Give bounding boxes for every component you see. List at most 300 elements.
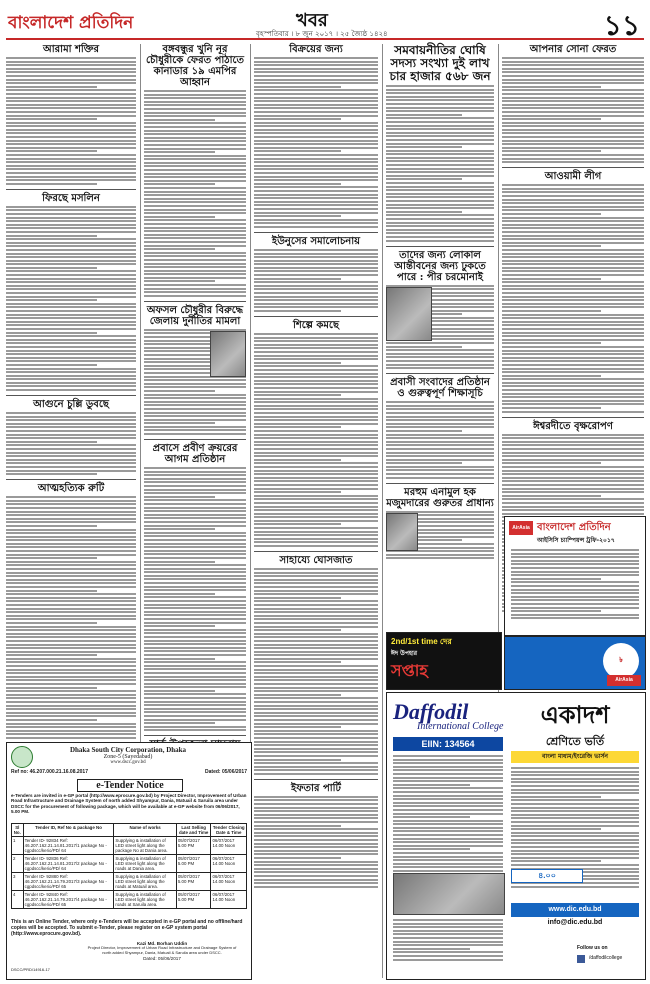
article xyxy=(386,44,494,242)
text-line xyxy=(511,567,639,569)
text-line xyxy=(6,371,136,373)
text-line xyxy=(144,719,246,721)
text-line xyxy=(511,599,639,601)
text-line xyxy=(393,777,503,779)
text-line xyxy=(254,538,378,540)
text-line xyxy=(393,859,503,861)
article xyxy=(254,44,378,228)
text-line xyxy=(511,771,639,773)
text-line xyxy=(6,270,136,272)
text-line xyxy=(144,270,246,272)
column-3 xyxy=(254,42,378,980)
text-line xyxy=(6,263,136,265)
text-line xyxy=(502,256,644,258)
text-line xyxy=(254,611,378,613)
text-line xyxy=(254,143,378,145)
text-line xyxy=(254,394,341,396)
text-line xyxy=(254,161,378,163)
text-line xyxy=(6,213,136,215)
text-line xyxy=(144,729,246,731)
article xyxy=(502,44,644,163)
text-line xyxy=(511,803,639,805)
text-line xyxy=(254,168,378,170)
text-line xyxy=(393,787,503,789)
text-line xyxy=(502,206,644,208)
text-line xyxy=(144,658,215,660)
text-line xyxy=(6,57,136,59)
text-line xyxy=(254,441,378,443)
text-line xyxy=(144,408,246,410)
divider xyxy=(386,483,494,484)
text-line xyxy=(502,136,644,138)
text-line xyxy=(6,64,136,66)
text-line xyxy=(254,401,378,403)
table-cell: Tender ID- 92834 Ref: 46.207.162.21.14.81.2017/1 package No -cgpdscc/kerio/PD/ 64 xyxy=(23,837,114,855)
masthead xyxy=(6,4,644,40)
text-line xyxy=(254,821,378,823)
text-line xyxy=(6,104,136,106)
text-line xyxy=(144,636,246,638)
text-line xyxy=(393,845,503,847)
text-line xyxy=(144,485,246,487)
text-line xyxy=(6,310,136,312)
text-line xyxy=(386,114,462,116)
text-line xyxy=(393,951,503,953)
text-line xyxy=(144,198,246,200)
text-line xyxy=(386,92,494,94)
text-line xyxy=(144,650,246,652)
text-line xyxy=(254,358,378,360)
tender-site: www.dscc.gov.bd xyxy=(110,760,146,765)
text-line xyxy=(254,488,378,490)
article-body xyxy=(254,249,378,312)
text-line xyxy=(254,597,341,599)
article-body xyxy=(254,568,378,775)
text-line xyxy=(6,723,136,725)
text-line xyxy=(6,129,136,131)
text-line xyxy=(6,618,136,620)
text-line xyxy=(386,153,494,155)
text-line xyxy=(144,575,246,577)
text-line xyxy=(254,118,341,120)
text-line xyxy=(144,255,246,257)
text-line xyxy=(386,455,494,457)
text-line xyxy=(6,658,136,660)
text-line xyxy=(254,57,378,59)
article-body xyxy=(6,496,136,739)
text-line xyxy=(144,288,246,290)
text-line xyxy=(254,274,378,276)
text-line xyxy=(6,335,136,337)
text-line xyxy=(6,539,136,541)
text-line xyxy=(386,346,462,348)
text-line xyxy=(6,575,136,577)
text-line xyxy=(502,368,644,370)
text-line xyxy=(254,208,378,210)
text-line xyxy=(6,158,136,160)
text-line xyxy=(144,390,215,392)
text-line xyxy=(254,452,378,454)
tender-code: DSCC/PRD/14916-17 xyxy=(11,967,50,972)
text-line xyxy=(254,270,378,272)
text-line xyxy=(254,104,378,106)
text-line xyxy=(144,115,246,117)
text-line xyxy=(144,676,246,678)
text-line xyxy=(502,403,644,405)
text-line xyxy=(511,778,639,780)
text-line xyxy=(386,135,494,137)
text-line xyxy=(502,158,644,160)
text-line xyxy=(502,484,644,486)
article-body xyxy=(502,57,644,163)
text-line xyxy=(144,130,246,132)
text-line xyxy=(386,236,494,238)
article-headline: প্রবাসী সংবাদের প্রতিষ্ঠান ও গুরুত্বপূর্ণ শিক্ষাসূচি xyxy=(390,377,490,400)
text-line xyxy=(144,467,246,469)
text-line xyxy=(254,590,378,592)
text-line xyxy=(144,386,246,388)
text-line xyxy=(502,332,644,334)
text-line xyxy=(6,593,136,595)
text-line xyxy=(6,511,136,513)
text-line xyxy=(6,111,136,113)
text-line xyxy=(386,175,494,177)
text-line xyxy=(502,253,644,255)
text-line xyxy=(502,235,644,237)
text-line xyxy=(144,593,215,595)
text-line xyxy=(144,151,215,153)
text-line xyxy=(6,353,136,355)
article xyxy=(254,236,378,312)
text-line xyxy=(144,140,246,142)
text-line xyxy=(144,241,246,243)
text-line xyxy=(254,534,378,536)
ad-address xyxy=(393,919,503,962)
text-line xyxy=(502,371,644,373)
text-line xyxy=(254,226,378,228)
text-line xyxy=(254,751,378,753)
text-line xyxy=(393,773,503,775)
text-line xyxy=(502,473,644,475)
article-headline: আরামা শক্তির xyxy=(43,44,99,55)
text-line xyxy=(144,693,246,695)
text-line xyxy=(254,71,378,73)
text-line xyxy=(502,513,644,515)
divider xyxy=(502,167,644,168)
text-line xyxy=(254,215,341,217)
text-line xyxy=(511,614,639,616)
text-line xyxy=(6,564,136,566)
text-line xyxy=(144,94,246,96)
text-line xyxy=(502,220,644,222)
divider xyxy=(254,232,378,233)
text-line xyxy=(254,434,378,436)
text-line xyxy=(254,154,378,156)
section-title: খবর xyxy=(296,10,328,31)
text-line xyxy=(386,128,494,130)
divider xyxy=(254,551,378,552)
text-line xyxy=(6,561,136,563)
text-line xyxy=(6,150,97,152)
text-line xyxy=(144,499,246,501)
text-line xyxy=(144,122,246,124)
text-line xyxy=(144,433,246,435)
text-line xyxy=(502,270,644,272)
text-line xyxy=(6,179,136,181)
text-line xyxy=(144,234,246,236)
text-line xyxy=(6,615,136,617)
text-line xyxy=(386,412,494,414)
text-line xyxy=(144,607,246,609)
text-line xyxy=(6,220,136,222)
text-line xyxy=(144,557,246,559)
text-line xyxy=(502,375,601,377)
text-line xyxy=(502,448,644,450)
text-line xyxy=(254,687,378,689)
newspaper-brand: বাংলাদেশ প্রতিদিন xyxy=(8,13,134,33)
text-line xyxy=(393,784,470,786)
text-line xyxy=(144,478,246,480)
text-line xyxy=(6,332,97,334)
table-cell: Tender ID- 92840 Ref: 46.207.162.21.14.79.2017/4 package No -cgpdscc/kerio/PD/ 65 xyxy=(23,891,114,909)
table-cell: 06/07/2017 14.00 Noon xyxy=(211,891,247,909)
text-line xyxy=(144,683,246,685)
text-line xyxy=(511,767,639,769)
facebook-icon[interactable] xyxy=(577,955,585,963)
article xyxy=(6,483,136,739)
text-line xyxy=(6,176,136,178)
text-line xyxy=(6,622,97,624)
text-line xyxy=(144,419,246,421)
text-line xyxy=(6,426,136,428)
icc-ad[interactable] xyxy=(504,516,646,636)
text-line xyxy=(254,846,378,848)
article xyxy=(502,171,644,412)
text-line xyxy=(502,321,644,323)
text-line xyxy=(144,263,246,265)
text-line xyxy=(386,353,494,355)
text-line xyxy=(254,219,378,221)
text-line xyxy=(254,647,378,649)
text-line xyxy=(6,437,136,439)
text-line xyxy=(502,217,644,219)
website-link[interactable]: www.dic.edu.bd xyxy=(511,903,639,917)
facebook-handle[interactable]: /daffodilcollege xyxy=(589,955,623,961)
article-headline: আত্মহত্যিক রুটি xyxy=(37,483,105,495)
text-line xyxy=(511,603,639,605)
text-line xyxy=(6,690,136,692)
daffodil-subtitle: International College xyxy=(417,721,504,732)
text-line xyxy=(254,730,378,732)
text-line xyxy=(502,154,644,156)
text-line xyxy=(254,249,378,251)
text-line xyxy=(6,317,136,319)
table-cell: Tender ID- 92836 Ref: 46.207.162.21.14.81.2017/2 package No -cgpdscc/kerio/PD/ 64 xyxy=(23,855,114,873)
text-line xyxy=(254,495,378,497)
text-line xyxy=(254,712,378,714)
text-line xyxy=(254,608,378,610)
text-line xyxy=(144,284,246,286)
text-line xyxy=(502,466,644,468)
text-line xyxy=(254,832,378,834)
text-line xyxy=(386,218,494,220)
text-line xyxy=(254,480,378,482)
text-line xyxy=(386,423,494,425)
text-line xyxy=(6,514,136,516)
text-line xyxy=(386,360,494,362)
text-line xyxy=(144,711,246,713)
text-line xyxy=(386,107,494,109)
text-line xyxy=(6,231,136,233)
text-line xyxy=(254,843,378,845)
text-line xyxy=(502,195,644,197)
text-line xyxy=(502,115,644,117)
text-line xyxy=(144,187,246,189)
text-line xyxy=(144,647,246,649)
text-line xyxy=(144,586,246,588)
text-line xyxy=(502,498,644,500)
text-line xyxy=(144,212,246,214)
article-headline: আপনার সোনা ফেরত xyxy=(529,44,617,55)
text-line xyxy=(386,117,494,119)
signatory-name: Kazi Md. Borhan Uddin xyxy=(136,941,188,946)
text-line xyxy=(254,186,378,188)
text-line xyxy=(393,820,503,822)
text-line xyxy=(386,448,494,450)
text-line xyxy=(386,405,494,407)
text-line xyxy=(6,86,97,88)
text-line xyxy=(502,360,644,362)
text-line xyxy=(6,249,136,251)
text-line xyxy=(144,277,246,279)
text-line xyxy=(6,256,136,258)
text-line xyxy=(6,93,136,95)
text-line xyxy=(6,640,136,642)
text-line xyxy=(254,701,378,703)
text-line xyxy=(502,100,644,102)
text-line xyxy=(254,568,378,570)
text-line xyxy=(144,578,246,580)
text-line xyxy=(254,669,378,671)
text-line xyxy=(254,665,378,667)
table-cell: 1 xyxy=(12,837,24,855)
text-line xyxy=(254,201,378,203)
text-line xyxy=(254,697,378,699)
text-line xyxy=(144,643,246,645)
text-line xyxy=(254,426,341,428)
text-line xyxy=(144,611,246,613)
text-line xyxy=(511,574,639,576)
table-row xyxy=(12,837,247,855)
text-line xyxy=(6,543,136,545)
text-line xyxy=(254,222,378,224)
ad-subtitle: ঈদ উপহার xyxy=(391,650,418,657)
article-body xyxy=(6,412,136,475)
text-line xyxy=(254,444,378,446)
airasia-fare-ad[interactable] xyxy=(504,636,646,690)
text-line xyxy=(6,382,136,384)
text-line xyxy=(6,597,136,599)
text-line xyxy=(511,774,639,776)
text-line xyxy=(386,200,494,202)
text-line xyxy=(386,103,494,105)
daffodil-ad[interactable] xyxy=(386,692,646,980)
text-line xyxy=(393,809,503,811)
email-link[interactable]: info@dic.edu.bd xyxy=(547,919,603,926)
text-line xyxy=(144,169,246,171)
text-line xyxy=(511,810,639,812)
eiin-badge: EIIN: 134564 xyxy=(393,737,503,751)
text-line xyxy=(6,346,136,348)
text-line xyxy=(386,452,494,454)
text-line xyxy=(6,521,136,523)
text-line xyxy=(386,99,494,101)
text-line xyxy=(254,719,378,721)
text-line xyxy=(511,585,639,587)
text-line xyxy=(393,795,503,797)
text-line xyxy=(393,769,503,771)
text-line xyxy=(254,491,341,493)
text-line xyxy=(393,759,503,761)
tender-signature xyxy=(87,941,237,961)
text-line xyxy=(511,789,639,791)
text-line xyxy=(6,183,97,185)
text-line xyxy=(6,419,136,421)
table-header-cell: Tender ID, Ref No & package No xyxy=(23,824,114,837)
text-line xyxy=(502,470,644,472)
text-line xyxy=(254,125,378,127)
text-line xyxy=(144,600,246,602)
text-line xyxy=(144,489,246,491)
text-line xyxy=(254,586,378,588)
text-line xyxy=(254,737,378,739)
text-line xyxy=(511,589,639,591)
text-line xyxy=(6,61,136,63)
text-line xyxy=(254,347,378,349)
text-line xyxy=(386,85,494,87)
text-line xyxy=(6,168,136,170)
text-line xyxy=(6,546,136,548)
text-line xyxy=(144,514,246,516)
text-line xyxy=(144,126,246,128)
text-line xyxy=(6,470,136,472)
divider xyxy=(6,479,136,480)
text-line xyxy=(144,248,215,250)
text-line xyxy=(393,959,503,961)
text-line xyxy=(6,154,136,156)
text-line xyxy=(502,400,644,402)
smartphone-ad[interactable] xyxy=(386,632,502,690)
text-line xyxy=(254,810,378,812)
text-line xyxy=(393,923,503,925)
text-line xyxy=(144,397,246,399)
text-line xyxy=(254,604,378,606)
divider xyxy=(254,779,378,780)
text-line xyxy=(502,459,644,461)
text-line xyxy=(393,838,503,840)
text-line xyxy=(254,197,378,199)
ekadosh-subheading: শ্রেণিতে ভর্তি xyxy=(545,735,605,748)
text-line xyxy=(6,68,136,70)
tender-table xyxy=(11,823,247,909)
text-line xyxy=(6,611,136,613)
text-line xyxy=(6,608,136,610)
text-line xyxy=(502,107,644,109)
text-line xyxy=(254,190,378,192)
divider xyxy=(144,301,246,302)
divider xyxy=(386,373,494,374)
text-line xyxy=(254,683,378,685)
